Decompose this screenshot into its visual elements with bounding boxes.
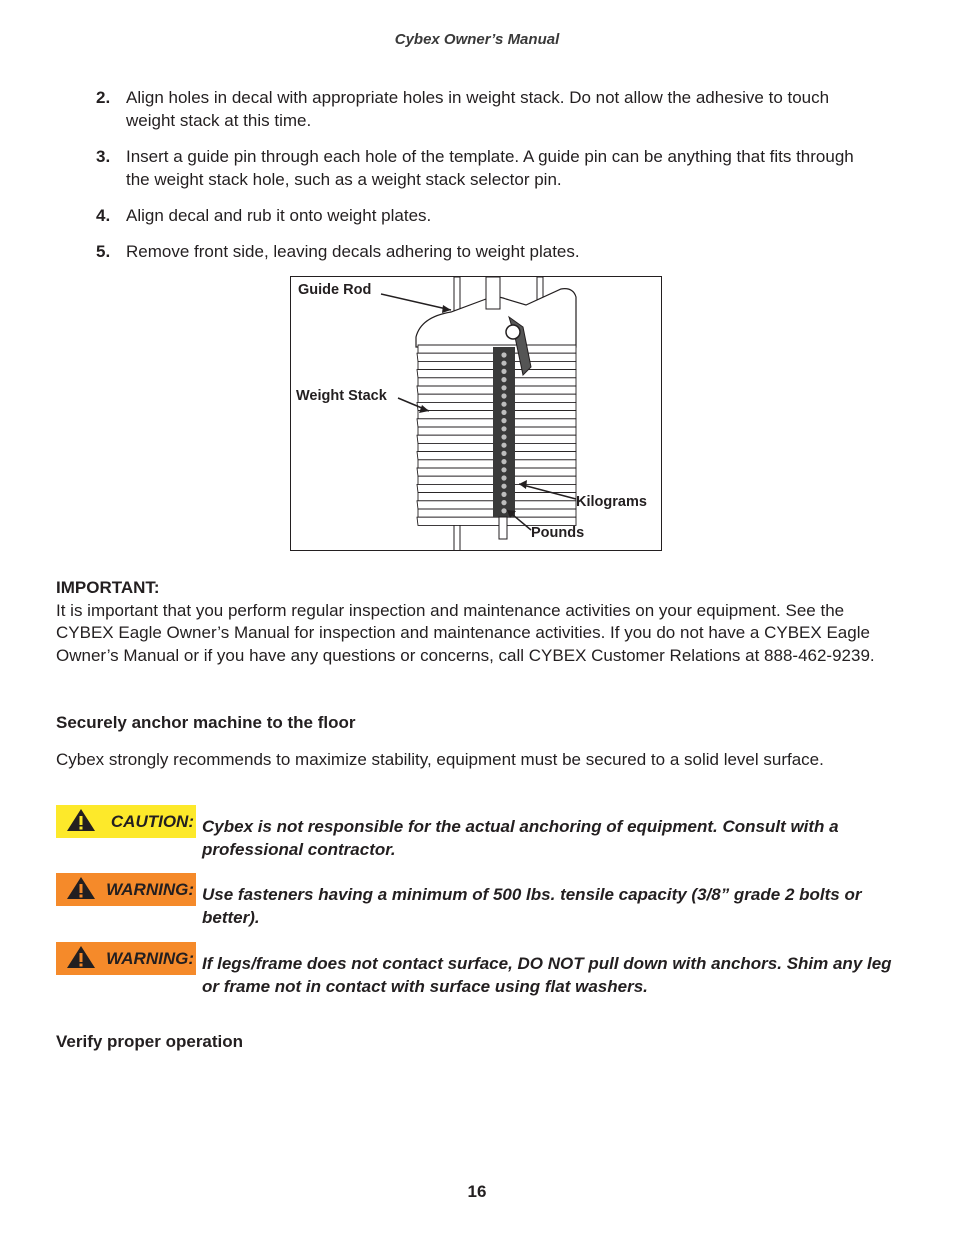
caution-alert [56,805,906,859]
step-number: 3. [96,147,111,166]
selector-hole [501,410,506,415]
warning-triangle-icon [66,808,96,832]
important-heading: IMPORTANT: [56,578,160,597]
weight-stack-label: Weight Stack [296,388,387,404]
selector-hole [501,467,506,472]
step-number: 5. [96,242,111,261]
verify-heading: Verify proper operation [56,1032,244,1051]
selector-hole [501,352,506,357]
selector-hole [501,418,506,423]
warning-triangle-icon [66,876,96,900]
selector-hole [501,393,506,398]
warning-message: If legs/frame does not contact surface, DO NOT pull down with anchors. Shim any leg or frame not in contact with surface using flat washers. [202,954,892,996]
kilograms-label: Kilograms [576,494,647,510]
step-item [96,87,876,132]
selector-hole [501,377,506,382]
caution-tag [56,805,196,838]
selector-hole [501,434,506,439]
weight-stack-figure [290,276,662,551]
warning-triangle-icon [66,945,96,969]
selector-hole [501,492,506,497]
warning-label: WARNING: [106,948,194,968]
anchor-text: Cybex strongly recommends to maximize stability, equipment must be secured to a solid level surface. [56,750,824,769]
warning-alert [56,873,906,927]
warning-tag [56,942,196,975]
selector-hole [501,369,506,374]
step-item [96,241,876,264]
selector-hole [501,451,506,456]
selector-hole [501,361,506,366]
selector-hole [501,385,506,390]
pounds-label: Pounds [531,525,585,541]
step-text: Align decal and rub it onto weight plates. [126,206,432,225]
step-number: 4. [96,206,111,225]
important-text: It is important that you perform regular inspection and maintenance activities on your equipment. See the CYBEX Eagle Owner’s Manual for inspection and maintenance activities. If you do not have a CYBEX Eagle Owner’s Manual or if you have any questions or concerns, call CYBEX Customer Relations at 888-462-9239. [56,600,875,665]
selector-hole [501,508,506,513]
selector-hole [501,500,506,505]
selector-hole [501,426,506,431]
step-item [96,146,876,191]
step-text: Remove front side, leaving decals adhering to weight plates. [126,242,580,261]
warning-label: WARNING: [106,879,194,899]
step-text: Align holes in decal with appropriate holes in weight stack. Do not allow the adhesive to touch weight stack at this time. [126,88,830,130]
warning-alert [56,942,906,996]
selector-hole [501,475,506,480]
warning-tag [56,873,196,906]
page-header: Cybex Owner’s Manual [394,31,560,48]
selector-hole [501,443,506,448]
guide-rod-label: Guide Rod [298,282,372,298]
caution-label: CAUTION: [110,811,194,831]
selector-hole [501,459,506,464]
caution-message: Cybex is not responsible for the actual anchoring of equipment. Consult with a professional contractor. [202,817,839,859]
selector-hole [501,484,506,489]
anchor-heading: Securely anchor machine to the floor [56,713,356,732]
page-number: 16 [467,1182,487,1201]
step-item [96,205,876,228]
step-number: 2. [96,88,111,107]
step-text: Insert a guide pin through each hole of the template. A guide pin can be anything that fits through the weight stack hole, such as a weight stack selector pin. [126,147,854,189]
important-section [56,577,906,667]
selector-hole [501,402,506,407]
warning-message: Use fasteners having a minimum of 500 lbs. tensile capacity (3/8” grade 2 bolts or better). [202,885,862,927]
